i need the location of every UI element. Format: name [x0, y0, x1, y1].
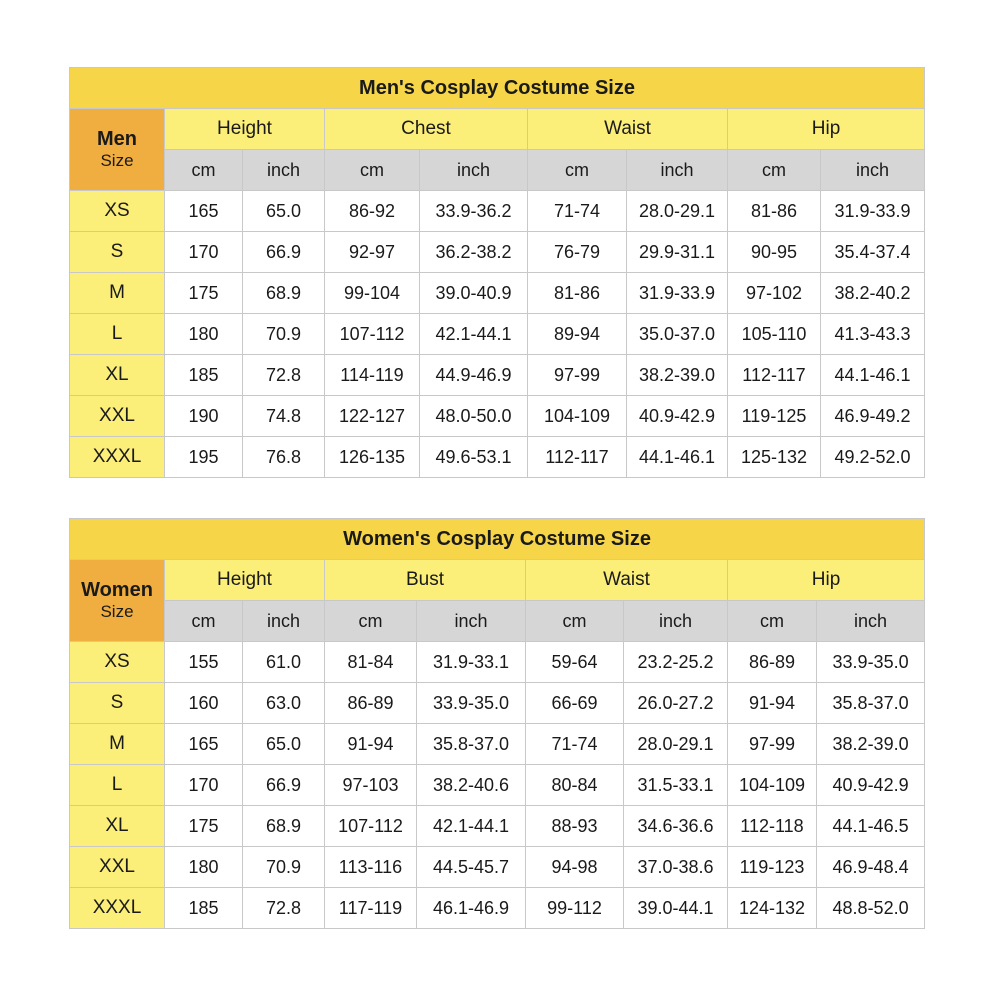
- table-cell: 119-123: [728, 847, 817, 888]
- table-cell: 165: [165, 191, 243, 232]
- table-cell: 41.3-43.3: [821, 314, 925, 355]
- unit-header-cm: cm: [526, 601, 624, 642]
- table-cell: 70.9: [243, 314, 325, 355]
- table-cell: 124-132: [728, 888, 817, 929]
- table-cell: 38.2-39.0: [817, 724, 925, 765]
- women-height-header: Height: [165, 560, 325, 601]
- table-cell: 175: [165, 273, 243, 314]
- table-cell: 119-125: [728, 396, 821, 437]
- table-cell: 31.5-33.1: [624, 765, 728, 806]
- men-waist-header: Waist: [528, 109, 728, 150]
- table-cell: 72.8: [243, 888, 325, 929]
- table-cell: 97-103: [325, 765, 417, 806]
- table-cell: 97-99: [528, 355, 627, 396]
- size-label: XL: [70, 806, 165, 847]
- size-label: M: [70, 724, 165, 765]
- women-size-corner: [70, 560, 165, 642]
- size-label: XXXL: [70, 888, 165, 929]
- men-unit-row: [70, 150, 925, 191]
- table-cell: 31.9-33.9: [627, 273, 728, 314]
- table-cell: 190: [165, 396, 243, 437]
- table-cell: 170: [165, 765, 243, 806]
- size-label: XS: [70, 642, 165, 683]
- table-cell: 59-64: [526, 642, 624, 683]
- table-cell: 65.0: [243, 724, 325, 765]
- table-cell: 76.8: [243, 437, 325, 478]
- table-cell: 165: [165, 724, 243, 765]
- table-cell: 112-117: [528, 437, 627, 478]
- table-cell: 99-104: [325, 273, 420, 314]
- table-cell: 86-89: [325, 683, 417, 724]
- table-cell: 90-95: [728, 232, 821, 273]
- table-cell: 74.8: [243, 396, 325, 437]
- table-cell: 91-94: [728, 683, 817, 724]
- table-cell: 81-86: [728, 191, 821, 232]
- table-cell: 46.1-46.9: [417, 888, 526, 929]
- table-cell: 36.2-38.2: [420, 232, 528, 273]
- table-row: [70, 765, 925, 806]
- table-cell: 46.9-48.4: [817, 847, 925, 888]
- table-cell: 38.2-40.6: [417, 765, 526, 806]
- unit-header-cm: cm: [728, 601, 817, 642]
- unit-header-inch: inch: [243, 150, 325, 191]
- table-row: [70, 806, 925, 847]
- size-label: XL: [70, 355, 165, 396]
- table-cell: 28.0-29.1: [624, 724, 728, 765]
- table-cell: 89-94: [528, 314, 627, 355]
- unit-header-inch: inch: [243, 601, 325, 642]
- table-cell: 81-84: [325, 642, 417, 683]
- table-cell: 66.9: [243, 232, 325, 273]
- table-cell: 112-117: [728, 355, 821, 396]
- women-hip-header: Hip: [728, 560, 925, 601]
- unit-header-cm: cm: [728, 150, 821, 191]
- table-cell: 185: [165, 355, 243, 396]
- table-cell: 91-94: [325, 724, 417, 765]
- table-cell: 35.8-37.0: [417, 724, 526, 765]
- table-cell: 65.0: [243, 191, 325, 232]
- table-cell: 61.0: [243, 642, 325, 683]
- women-table-body: [70, 642, 925, 929]
- women-bust-header: Bust: [325, 560, 526, 601]
- table-cell: 70.9: [243, 847, 325, 888]
- table-cell: 104-109: [728, 765, 817, 806]
- table-row: [70, 191, 925, 232]
- table-cell: 23.2-25.2: [624, 642, 728, 683]
- women-size-table: [69, 518, 925, 929]
- table-cell: 38.2-39.0: [627, 355, 728, 396]
- table-cell: 126-135: [325, 437, 420, 478]
- table-cell: 33.9-35.0: [817, 642, 925, 683]
- table-cell: 38.2-40.2: [821, 273, 925, 314]
- men-size-table: [69, 67, 925, 478]
- table-cell: 42.1-44.1: [417, 806, 526, 847]
- table-cell: 33.9-36.2: [420, 191, 528, 232]
- size-label: XXXL: [70, 437, 165, 478]
- table-cell: 170: [165, 232, 243, 273]
- table-cell: 28.0-29.1: [627, 191, 728, 232]
- table-cell: 48.0-50.0: [420, 396, 528, 437]
- table-cell: 35.0-37.0: [627, 314, 728, 355]
- size-label: L: [70, 314, 165, 355]
- table-cell: 94-98: [526, 847, 624, 888]
- unit-header-cm: cm: [165, 601, 243, 642]
- table-cell: 37.0-38.6: [624, 847, 728, 888]
- table-cell: 76-79: [528, 232, 627, 273]
- table-cell: 86-89: [728, 642, 817, 683]
- table-cell: 42.1-44.1: [420, 314, 528, 355]
- size-label: XS: [70, 191, 165, 232]
- table-cell: 39.0-44.1: [624, 888, 728, 929]
- table-row: [70, 642, 925, 683]
- men-hip-header: Hip: [728, 109, 925, 150]
- size-label: S: [70, 683, 165, 724]
- table-cell: 35.4-37.4: [821, 232, 925, 273]
- table-row: [70, 437, 925, 478]
- table-cell: 86-92: [325, 191, 420, 232]
- table-cell: 44.9-46.9: [420, 355, 528, 396]
- table-cell: 99-112: [526, 888, 624, 929]
- table-cell: 80-84: [526, 765, 624, 806]
- size-label: XXL: [70, 396, 165, 437]
- table-cell: 39.0-40.9: [420, 273, 528, 314]
- table-cell: 185: [165, 888, 243, 929]
- table-cell: 97-99: [728, 724, 817, 765]
- table-cell: 40.9-42.9: [817, 765, 925, 806]
- table-cell: 125-132: [728, 437, 821, 478]
- table-cell: 44.1-46.1: [627, 437, 728, 478]
- table-row: [70, 683, 925, 724]
- table-cell: 71-74: [526, 724, 624, 765]
- table-cell: 49.2-52.0: [821, 437, 925, 478]
- table-cell: 31.9-33.9: [821, 191, 925, 232]
- women-corner-sublabel: Size: [100, 602, 134, 622]
- table-cell: 92-97: [325, 232, 420, 273]
- table-cell: 114-119: [325, 355, 420, 396]
- table-cell: 71-74: [528, 191, 627, 232]
- table-cell: 88-93: [526, 806, 624, 847]
- size-label: S: [70, 232, 165, 273]
- men-chest-header: Chest: [325, 109, 528, 150]
- size-label: L: [70, 765, 165, 806]
- table-cell: 68.9: [243, 273, 325, 314]
- table-cell: 44.5-45.7: [417, 847, 526, 888]
- table-cell: 33.9-35.0: [417, 683, 526, 724]
- table-cell: 48.8-52.0: [817, 888, 925, 929]
- table-cell: 35.8-37.0: [817, 683, 925, 724]
- unit-header-inch: inch: [821, 150, 925, 191]
- unit-header-inch: inch: [817, 601, 925, 642]
- table-cell: 175: [165, 806, 243, 847]
- table-cell: 68.9: [243, 806, 325, 847]
- table-cell: 97-102: [728, 273, 821, 314]
- table-row: [70, 232, 925, 273]
- table-cell: 66.9: [243, 765, 325, 806]
- table-cell: 81-86: [528, 273, 627, 314]
- table-row: [70, 847, 925, 888]
- unit-header-cm: cm: [325, 601, 417, 642]
- size-label: M: [70, 273, 165, 314]
- table-cell: 117-119: [325, 888, 417, 929]
- unit-header-cm: cm: [325, 150, 420, 191]
- women-table-title: Women's Cosplay Costume Size: [70, 519, 925, 560]
- table-cell: 72.8: [243, 355, 325, 396]
- men-table-title: Men's Cosplay Costume Size: [70, 68, 925, 109]
- table-cell: 26.0-27.2: [624, 683, 728, 724]
- table-cell: 107-112: [325, 806, 417, 847]
- women-unit-row: [70, 601, 925, 642]
- table-cell: 155: [165, 642, 243, 683]
- table-cell: 180: [165, 847, 243, 888]
- table-cell: 46.9-49.2: [821, 396, 925, 437]
- table-cell: 63.0: [243, 683, 325, 724]
- table-cell: 44.1-46.5: [817, 806, 925, 847]
- table-cell: 29.9-31.1: [627, 232, 728, 273]
- men-size-corner: [70, 109, 165, 191]
- table-row: [70, 355, 925, 396]
- table-row: [70, 273, 925, 314]
- table-cell: 49.6-53.1: [420, 437, 528, 478]
- unit-header-cm: cm: [165, 150, 243, 191]
- table-row: [70, 888, 925, 929]
- size-label: XXL: [70, 847, 165, 888]
- table-cell: 180: [165, 314, 243, 355]
- table-cell: 107-112: [325, 314, 420, 355]
- unit-header-inch: inch: [420, 150, 528, 191]
- unit-header-inch: inch: [624, 601, 728, 642]
- table-cell: 31.9-33.1: [417, 642, 526, 683]
- men-corner-sublabel: Size: [100, 151, 134, 171]
- table-cell: 160: [165, 683, 243, 724]
- women-corner-label: Women: [81, 579, 153, 602]
- table-cell: 66-69: [526, 683, 624, 724]
- table-cell: 34.6-36.6: [624, 806, 728, 847]
- table-cell: 105-110: [728, 314, 821, 355]
- table-cell: 40.9-42.9: [627, 396, 728, 437]
- table-row: [70, 396, 925, 437]
- table-row: [70, 724, 925, 765]
- table-cell: 104-109: [528, 396, 627, 437]
- table-cell: 122-127: [325, 396, 420, 437]
- table-cell: 195: [165, 437, 243, 478]
- unit-header-inch: inch: [627, 150, 728, 191]
- unit-header-cm: cm: [528, 150, 627, 191]
- men-table-body: [70, 191, 925, 478]
- table-cell: 44.1-46.1: [821, 355, 925, 396]
- men-corner-label: Men: [97, 128, 137, 151]
- table-cell: 113-116: [325, 847, 417, 888]
- table-row: [70, 314, 925, 355]
- unit-header-inch: inch: [417, 601, 526, 642]
- table-cell: 112-118: [728, 806, 817, 847]
- women-waist-header: Waist: [526, 560, 728, 601]
- men-height-header: Height: [165, 109, 325, 150]
